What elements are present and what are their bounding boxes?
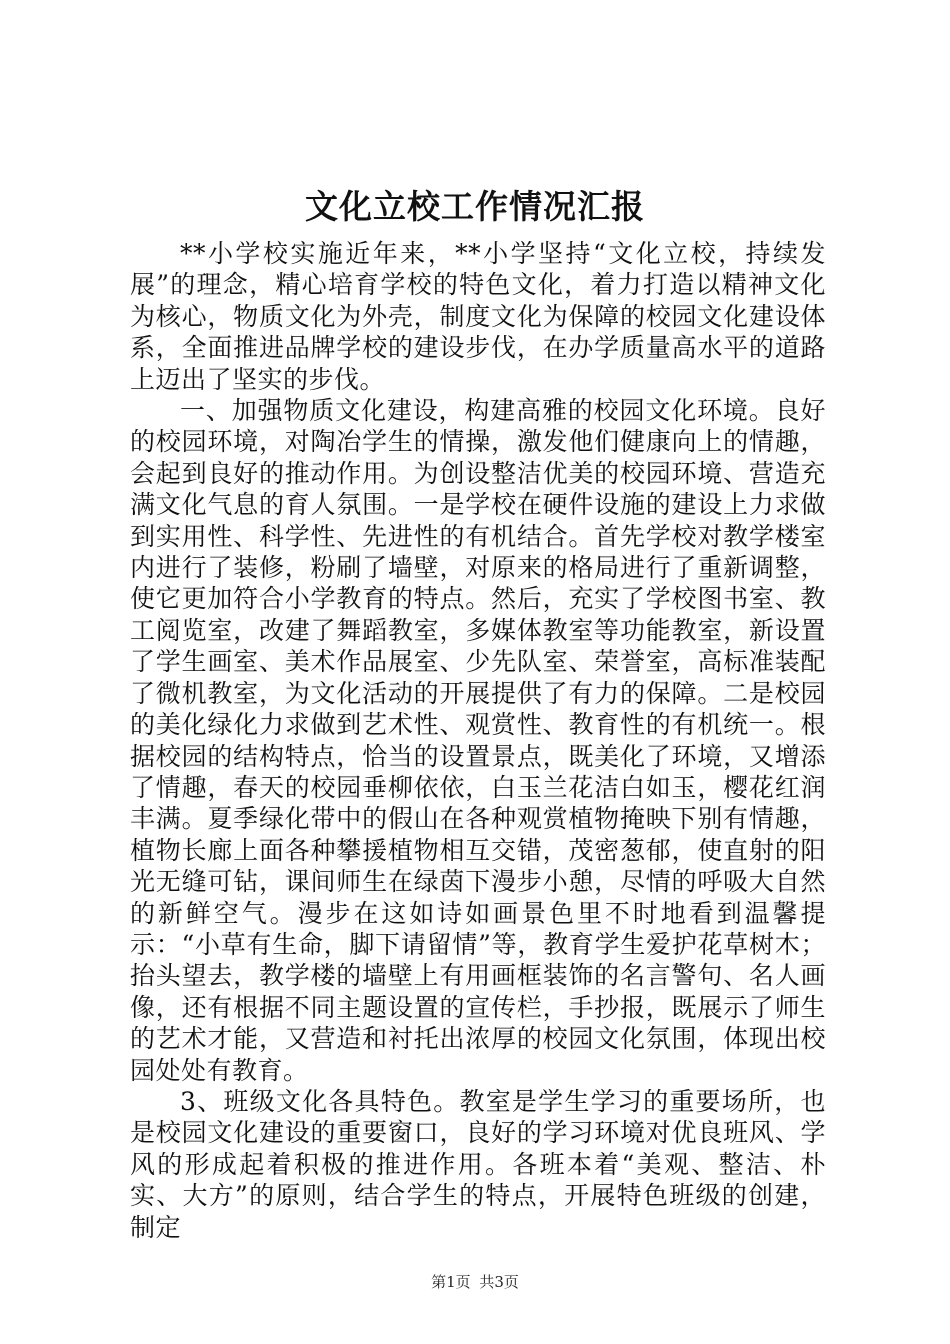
page-total: 共3页 <box>479 1273 519 1291</box>
document-body <box>130 238 826 1243</box>
page-number: 第1页 <box>431 1273 471 1291</box>
paragraph-intro: **小学校实施近年来，**小学坚持“文化立校，持续发展”的理念，精心培育学校的特色文化，着力打造以精神文化为核心，物质文化为外壳，制度文化为保障的校园文化建设体系，全面推进品牌学校的建设步伐，在办学质量高水平的道路上迈出了坚实的步伐。 <box>130 239 826 394</box>
paragraph-material-culture: 一、加强物质文化建设，构建高雅的校园文化环境。良好的校园环境，对陶冶学生的情操，激发他们健康向上的情趣，会起到良好的推动作用。为创设整洁优美的校园环境、营造充满文化气息的育人氛围。一是学校在硬件设施的建设上力求做到实用性、科学性、先进性的有机结合。首先学校对教学楼室内进行了装修，粉刷了墙壁，对原来的格局进行了重新调整，使它更加符合小学教育的特点。然后，充实了学校图书室、教工阅览室，改建了舞蹈教室，多媒体教室等功能教室，新设置了学生画室、美术作品展室、少先队室、荣誉室，高标准装配了微机教室，为文化活动的开展提供了有力的保障。二是校园的美化绿化力求做到艺术性、观赏性、教育性的有机统一。根据校园的结构特点，恰当的设置景点，既美化了环境，又增添了情趣，春天的校园垂柳依依，白玉兰花洁白如玉，樱花红润丰满。夏季绿化带中的假山在各种观赏植物掩映下别有情趣，植物长廊上面各种攀援植物相互交错，茂密葱郁，使直射的阳光无缝可钻，课间师生在绿茵下漫步小憩，尽情的呼吸大自然的新鲜空气。漫步在这如诗如画景色里不时地看到温馨提示：“小草有生命，脚下请留情”等，教育学生爱护花草树木；抬头望去，教学楼的墙壁上有用画框装饰的名言警句、名人画像，还有根据不同主题设置的宣传栏，手抄报，既展示了师生的艺术才能，又营造和衬托出浓厚的校园文化氛围，体现出校园处处有教育。 <box>130 396 826 1085</box>
page-footer <box>0 1272 950 1292</box>
document-title: 文化立校工作情况汇报 <box>305 187 645 226</box>
paragraph-class-culture: 3、班级文化各具特色。教室是学生学习的重要场所，也是校园文化建设的重要窗口，良好的学习环境对优良班风、学风的形成起着积极的推进作用。各班本着“美观、整洁、朴实、大方”的原则，结合学生的特点，开展特色班级的创建，制定 <box>130 1086 826 1242</box>
